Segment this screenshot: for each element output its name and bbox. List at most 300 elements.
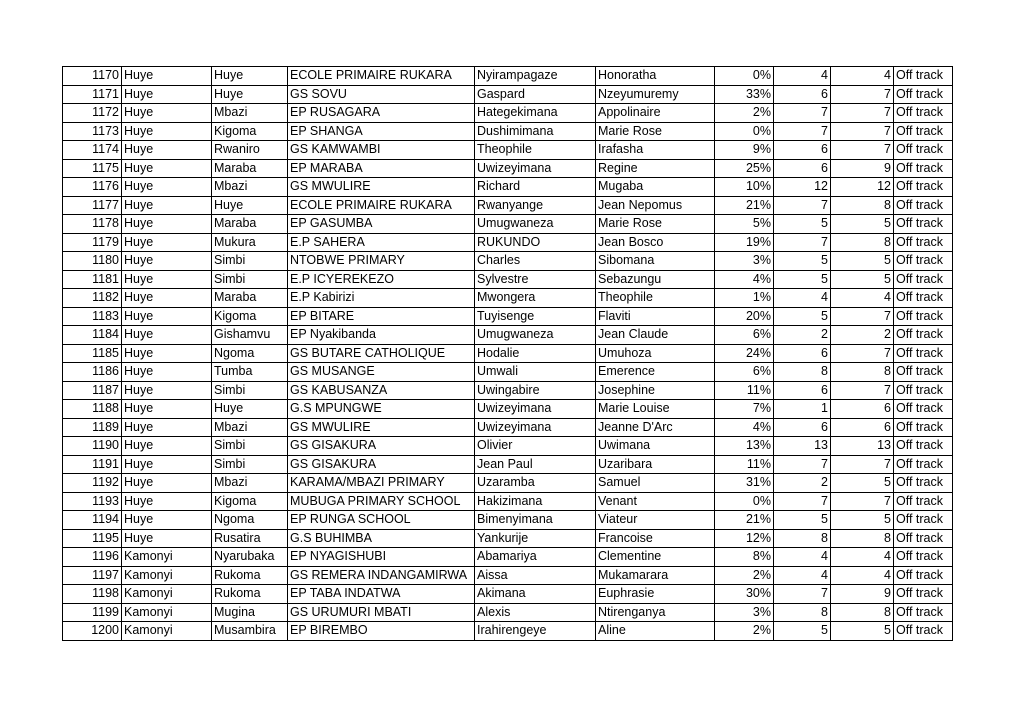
value-a-cell: 6	[774, 85, 831, 104]
last-name-cell: Olivier	[475, 437, 596, 456]
district-cell: Huye	[122, 437, 212, 456]
table-row	[63, 270, 953, 289]
last-name-cell: Umugwaneza	[475, 215, 596, 234]
last-name-cell: Dushimimana	[475, 122, 596, 141]
table-row	[63, 67, 953, 86]
last-name-cell: Akimana	[475, 585, 596, 604]
district-cell: Huye	[122, 233, 212, 252]
percentage-cell: 10%	[715, 178, 774, 197]
value-b-cell: 13	[831, 437, 894, 456]
value-a-cell: 4	[774, 289, 831, 308]
table-row	[63, 400, 953, 419]
sector-cell: Kigoma	[212, 307, 288, 326]
sector-cell: Rukoma	[212, 585, 288, 604]
last-name-cell: Mwongera	[475, 289, 596, 308]
status-cell: Off track	[894, 511, 953, 530]
row-number-cell: 1184	[63, 326, 122, 345]
percentage-cell: 19%	[715, 233, 774, 252]
value-b-cell: 8	[831, 363, 894, 382]
last-name-cell: Hodalie	[475, 344, 596, 363]
sector-cell: Gishamvu	[212, 326, 288, 345]
sector-cell: Musambira	[212, 622, 288, 641]
status-cell: Off track	[894, 585, 953, 604]
last-name-cell: RUKUNDO	[475, 233, 596, 252]
school-name-cell: E.P ICYEREKEZO	[288, 270, 475, 289]
status-cell: Off track	[894, 159, 953, 178]
first-name-cell: Sibomana	[596, 252, 715, 271]
last-name-cell: Alexis	[475, 603, 596, 622]
data-table	[62, 66, 953, 641]
first-name-cell: Jeanne D'Arc	[596, 418, 715, 437]
status-cell: Off track	[894, 566, 953, 585]
status-cell: Off track	[894, 381, 953, 400]
first-name-cell: Venant	[596, 492, 715, 511]
row-number-cell: 1177	[63, 196, 122, 215]
percentage-cell: 12%	[715, 529, 774, 548]
school-name-cell: GS MWULIRE	[288, 178, 475, 197]
table-row	[63, 85, 953, 104]
value-a-cell: 12	[774, 178, 831, 197]
school-name-cell: GS MWULIRE	[288, 418, 475, 437]
value-b-cell: 7	[831, 492, 894, 511]
first-name-cell: Clementine	[596, 548, 715, 567]
row-number-cell: 1197	[63, 566, 122, 585]
value-b-cell: 7	[831, 85, 894, 104]
sector-cell: Mbazi	[212, 474, 288, 493]
value-a-cell: 7	[774, 585, 831, 604]
sector-cell: Huye	[212, 67, 288, 86]
value-a-cell: 7	[774, 196, 831, 215]
row-number-cell: 1180	[63, 252, 122, 271]
value-a-cell: 5	[774, 252, 831, 271]
sector-cell: Huye	[212, 85, 288, 104]
percentage-cell: 33%	[715, 85, 774, 104]
school-name-cell: G.S MPUNGWE	[288, 400, 475, 419]
sector-cell: Huye	[212, 196, 288, 215]
value-a-cell: 8	[774, 363, 831, 382]
district-cell: Huye	[122, 289, 212, 308]
percentage-cell: 30%	[715, 585, 774, 604]
table-row	[63, 326, 953, 345]
last-name-cell: Sylvestre	[475, 270, 596, 289]
last-name-cell: Umwali	[475, 363, 596, 382]
value-b-cell: 9	[831, 159, 894, 178]
status-cell: Off track	[894, 178, 953, 197]
percentage-cell: 21%	[715, 511, 774, 530]
sector-cell: Mbazi	[212, 418, 288, 437]
table-row	[63, 307, 953, 326]
first-name-cell: Theophile	[596, 289, 715, 308]
last-name-cell: Yankurije	[475, 529, 596, 548]
value-a-cell: 13	[774, 437, 831, 456]
last-name-cell: Uwingabire	[475, 381, 596, 400]
district-cell: Huye	[122, 326, 212, 345]
status-cell: Off track	[894, 418, 953, 437]
last-name-cell: Uzaramba	[475, 474, 596, 493]
status-cell: Off track	[894, 307, 953, 326]
value-b-cell: 9	[831, 585, 894, 604]
value-b-cell: 5	[831, 511, 894, 530]
value-b-cell: 7	[831, 104, 894, 123]
value-a-cell: 5	[774, 511, 831, 530]
value-a-cell: 6	[774, 141, 831, 160]
row-number-cell: 1194	[63, 511, 122, 530]
district-cell: Huye	[122, 67, 212, 86]
value-a-cell: 5	[774, 215, 831, 234]
row-number-cell: 1170	[63, 67, 122, 86]
percentage-cell: 1%	[715, 289, 774, 308]
sector-cell: Mbazi	[212, 178, 288, 197]
value-b-cell: 8	[831, 603, 894, 622]
percentage-cell: 6%	[715, 363, 774, 382]
value-a-cell: 8	[774, 603, 831, 622]
last-name-cell: Umugwaneza	[475, 326, 596, 345]
row-number-cell: 1185	[63, 344, 122, 363]
row-number-cell: 1183	[63, 307, 122, 326]
status-cell: Off track	[894, 622, 953, 641]
table-row	[63, 455, 953, 474]
row-number-cell: 1193	[63, 492, 122, 511]
sector-cell: Rwaniro	[212, 141, 288, 160]
table-row	[63, 141, 953, 160]
district-cell: Huye	[122, 104, 212, 123]
percentage-cell: 0%	[715, 67, 774, 86]
school-name-cell: EP SHANGA	[288, 122, 475, 141]
sector-cell: Nyarubaka	[212, 548, 288, 567]
row-number-cell: 1186	[63, 363, 122, 382]
district-cell: Huye	[122, 363, 212, 382]
table-row	[63, 529, 953, 548]
school-name-cell: EP Nyakibanda	[288, 326, 475, 345]
first-name-cell: Jean Claude	[596, 326, 715, 345]
status-cell: Off track	[894, 289, 953, 308]
row-number-cell: 1187	[63, 381, 122, 400]
district-cell: Huye	[122, 529, 212, 548]
last-name-cell: Tuyisenge	[475, 307, 596, 326]
value-b-cell: 8	[831, 233, 894, 252]
last-name-cell: Theophile	[475, 141, 596, 160]
first-name-cell: Marie Rose	[596, 122, 715, 141]
district-cell: Kamonyi	[122, 603, 212, 622]
percentage-cell: 6%	[715, 326, 774, 345]
first-name-cell: Marie Rose	[596, 215, 715, 234]
percentage-cell: 5%	[715, 215, 774, 234]
sector-cell: Ngoma	[212, 344, 288, 363]
percentage-cell: 20%	[715, 307, 774, 326]
sector-cell: Maraba	[212, 289, 288, 308]
percentage-cell: 4%	[715, 270, 774, 289]
first-name-cell: Sebazungu	[596, 270, 715, 289]
percentage-cell: 0%	[715, 122, 774, 141]
last-name-cell: Abamariya	[475, 548, 596, 567]
last-name-cell: Aissa	[475, 566, 596, 585]
value-b-cell: 5	[831, 252, 894, 271]
percentage-cell: 11%	[715, 455, 774, 474]
first-name-cell: Samuel	[596, 474, 715, 493]
row-number-cell: 1178	[63, 215, 122, 234]
status-cell: Off track	[894, 529, 953, 548]
sector-cell: Simbi	[212, 437, 288, 456]
row-number-cell: 1174	[63, 141, 122, 160]
percentage-cell: 0%	[715, 492, 774, 511]
status-cell: Off track	[894, 326, 953, 345]
table-row	[63, 122, 953, 141]
district-cell: Huye	[122, 196, 212, 215]
value-b-cell: 8	[831, 196, 894, 215]
percentage-cell: 31%	[715, 474, 774, 493]
percentage-cell: 3%	[715, 603, 774, 622]
row-number-cell: 1189	[63, 418, 122, 437]
table-row	[63, 492, 953, 511]
table-row	[63, 566, 953, 585]
sector-cell: Simbi	[212, 455, 288, 474]
last-name-cell: Nyirampagaze	[475, 67, 596, 86]
last-name-cell: Rwanyange	[475, 196, 596, 215]
value-a-cell: 7	[774, 455, 831, 474]
school-name-cell: GS KABUSANZA	[288, 381, 475, 400]
first-name-cell: Mugaba	[596, 178, 715, 197]
table-row	[63, 196, 953, 215]
last-name-cell: Hategekimana	[475, 104, 596, 123]
table-row	[63, 215, 953, 234]
first-name-cell: Marie Louise	[596, 400, 715, 419]
value-b-cell: 7	[831, 381, 894, 400]
school-name-cell: GS GISAKURA	[288, 437, 475, 456]
first-name-cell: Jean Nepomus	[596, 196, 715, 215]
school-name-cell: ECOLE PRIMAIRE RUKARA	[288, 67, 475, 86]
school-name-cell: GS URUMURI MBATI	[288, 603, 475, 622]
district-cell: Huye	[122, 178, 212, 197]
district-cell: Kamonyi	[122, 548, 212, 567]
first-name-cell: Euphrasie	[596, 585, 715, 604]
row-number-cell: 1196	[63, 548, 122, 567]
first-name-cell: Viateur	[596, 511, 715, 530]
status-cell: Off track	[894, 104, 953, 123]
first-name-cell: Flaviti	[596, 307, 715, 326]
status-cell: Off track	[894, 363, 953, 382]
school-name-cell: GS MUSANGE	[288, 363, 475, 382]
row-number-cell: 1181	[63, 270, 122, 289]
row-number-cell: 1192	[63, 474, 122, 493]
percentage-cell: 7%	[715, 400, 774, 419]
district-cell: Huye	[122, 455, 212, 474]
last-name-cell: Jean Paul	[475, 455, 596, 474]
school-name-cell: NTOBWE PRIMARY	[288, 252, 475, 271]
value-b-cell: 4	[831, 67, 894, 86]
first-name-cell: Francoise	[596, 529, 715, 548]
last-name-cell: Irahirengeye	[475, 622, 596, 641]
percentage-cell: 2%	[715, 622, 774, 641]
value-b-cell: 12	[831, 178, 894, 197]
status-cell: Off track	[894, 492, 953, 511]
district-cell: Huye	[122, 122, 212, 141]
status-cell: Off track	[894, 548, 953, 567]
sector-cell: Mbazi	[212, 104, 288, 123]
sector-cell: Mukura	[212, 233, 288, 252]
school-name-cell: EP RUNGA SCHOOL	[288, 511, 475, 530]
last-name-cell: Uwizeyimana	[475, 400, 596, 419]
district-cell: Huye	[122, 215, 212, 234]
table-row	[63, 437, 953, 456]
value-a-cell: 1	[774, 400, 831, 419]
value-b-cell: 5	[831, 270, 894, 289]
school-name-cell: EP NYAGISHUBI	[288, 548, 475, 567]
school-name-cell: MUBUGA PRIMARY SCHOOL	[288, 492, 475, 511]
school-name-cell: G.S BUHIMBA	[288, 529, 475, 548]
status-cell: Off track	[894, 455, 953, 474]
sector-cell: Tumba	[212, 363, 288, 382]
value-b-cell: 5	[831, 474, 894, 493]
first-name-cell: Umuhoza	[596, 344, 715, 363]
table-row	[63, 289, 953, 308]
district-cell: Huye	[122, 85, 212, 104]
school-name-cell: EP TABA INDATWA	[288, 585, 475, 604]
table-row	[63, 233, 953, 252]
percentage-cell: 4%	[715, 418, 774, 437]
status-cell: Off track	[894, 122, 953, 141]
row-number-cell: 1172	[63, 104, 122, 123]
value-b-cell: 7	[831, 344, 894, 363]
first-name-cell: Honoratha	[596, 67, 715, 86]
status-cell: Off track	[894, 400, 953, 419]
row-number-cell: 1171	[63, 85, 122, 104]
row-number-cell: 1191	[63, 455, 122, 474]
value-a-cell: 4	[774, 67, 831, 86]
first-name-cell: Uzaribara	[596, 455, 715, 474]
table-row	[63, 252, 953, 271]
percentage-cell: 8%	[715, 548, 774, 567]
last-name-cell: Uwizeyimana	[475, 159, 596, 178]
status-cell: Off track	[894, 67, 953, 86]
value-a-cell: 7	[774, 104, 831, 123]
status-cell: Off track	[894, 141, 953, 160]
district-cell: Huye	[122, 159, 212, 178]
percentage-cell: 13%	[715, 437, 774, 456]
value-a-cell: 5	[774, 270, 831, 289]
percentage-cell: 24%	[715, 344, 774, 363]
sector-cell: Maraba	[212, 159, 288, 178]
school-name-cell: GS BUTARE CATHOLIQUE	[288, 344, 475, 363]
row-number-cell: 1176	[63, 178, 122, 197]
value-b-cell: 7	[831, 307, 894, 326]
status-cell: Off track	[894, 196, 953, 215]
last-name-cell: Charles	[475, 252, 596, 271]
district-cell: Huye	[122, 474, 212, 493]
district-cell: Kamonyi	[122, 585, 212, 604]
sector-cell: Ngoma	[212, 511, 288, 530]
table-row	[63, 418, 953, 437]
value-b-cell: 5	[831, 215, 894, 234]
status-cell: Off track	[894, 437, 953, 456]
percentage-cell: 11%	[715, 381, 774, 400]
value-b-cell: 2	[831, 326, 894, 345]
value-a-cell: 6	[774, 418, 831, 437]
first-name-cell: Appolinaire	[596, 104, 715, 123]
value-a-cell: 5	[774, 307, 831, 326]
table-row	[63, 622, 953, 641]
value-b-cell: 8	[831, 529, 894, 548]
last-name-cell: Uwizeyimana	[475, 418, 596, 437]
sector-cell: Mugina	[212, 603, 288, 622]
status-cell: Off track	[894, 233, 953, 252]
school-name-cell: E.P SAHERA	[288, 233, 475, 252]
district-cell: Huye	[122, 344, 212, 363]
status-cell: Off track	[894, 252, 953, 271]
district-cell: Huye	[122, 511, 212, 530]
row-number-cell: 1198	[63, 585, 122, 604]
table-row	[63, 381, 953, 400]
first-name-cell: Uwimana	[596, 437, 715, 456]
value-b-cell: 7	[831, 122, 894, 141]
school-name-cell: GS REMERA INDANGAMIRWA	[288, 566, 475, 585]
first-name-cell: Nzeyumuremy	[596, 85, 715, 104]
table-row	[63, 178, 953, 197]
percentage-cell: 2%	[715, 104, 774, 123]
row-number-cell: 1188	[63, 400, 122, 419]
sector-cell: Huye	[212, 400, 288, 419]
percentage-cell: 9%	[715, 141, 774, 160]
district-cell: Huye	[122, 418, 212, 437]
first-name-cell: Ntirenganya	[596, 603, 715, 622]
value-a-cell: 2	[774, 474, 831, 493]
district-cell: Huye	[122, 400, 212, 419]
school-name-cell: ECOLE PRIMAIRE RUKARA	[288, 196, 475, 215]
row-number-cell: 1199	[63, 603, 122, 622]
table-row	[63, 474, 953, 493]
status-cell: Off track	[894, 270, 953, 289]
first-name-cell: Emerence	[596, 363, 715, 382]
last-name-cell: Hakizimana	[475, 492, 596, 511]
sector-cell: Kigoma	[212, 122, 288, 141]
school-name-cell: GS SOVU	[288, 85, 475, 104]
row-number-cell: 1182	[63, 289, 122, 308]
row-number-cell: 1200	[63, 622, 122, 641]
row-number-cell: 1195	[63, 529, 122, 548]
row-number-cell: 1179	[63, 233, 122, 252]
school-name-cell: EP GASUMBA	[288, 215, 475, 234]
value-a-cell: 6	[774, 159, 831, 178]
percentage-cell: 21%	[715, 196, 774, 215]
school-name-cell: GS KAMWAMBI	[288, 141, 475, 160]
last-name-cell: Bimenyimana	[475, 511, 596, 530]
first-name-cell: Jean Bosco	[596, 233, 715, 252]
sector-cell: Rukoma	[212, 566, 288, 585]
district-cell: Huye	[122, 141, 212, 160]
value-a-cell: 2	[774, 326, 831, 345]
sector-cell: Maraba	[212, 215, 288, 234]
district-cell: Huye	[122, 492, 212, 511]
school-name-cell: EP MARABA	[288, 159, 475, 178]
school-name-cell: EP BIREMBO	[288, 622, 475, 641]
first-name-cell: Mukamarara	[596, 566, 715, 585]
value-a-cell: 6	[774, 344, 831, 363]
value-a-cell: 8	[774, 529, 831, 548]
district-cell: Huye	[122, 252, 212, 271]
value-b-cell: 6	[831, 400, 894, 419]
first-name-cell: Josephine	[596, 381, 715, 400]
value-b-cell: 4	[831, 548, 894, 567]
table-row	[63, 363, 953, 382]
value-b-cell: 7	[831, 141, 894, 160]
table-row	[63, 603, 953, 622]
status-cell: Off track	[894, 474, 953, 493]
district-cell: Kamonyi	[122, 566, 212, 585]
value-b-cell: 7	[831, 455, 894, 474]
school-name-cell: EP BITARE	[288, 307, 475, 326]
table-row	[63, 344, 953, 363]
district-cell: Huye	[122, 381, 212, 400]
value-a-cell: 4	[774, 566, 831, 585]
